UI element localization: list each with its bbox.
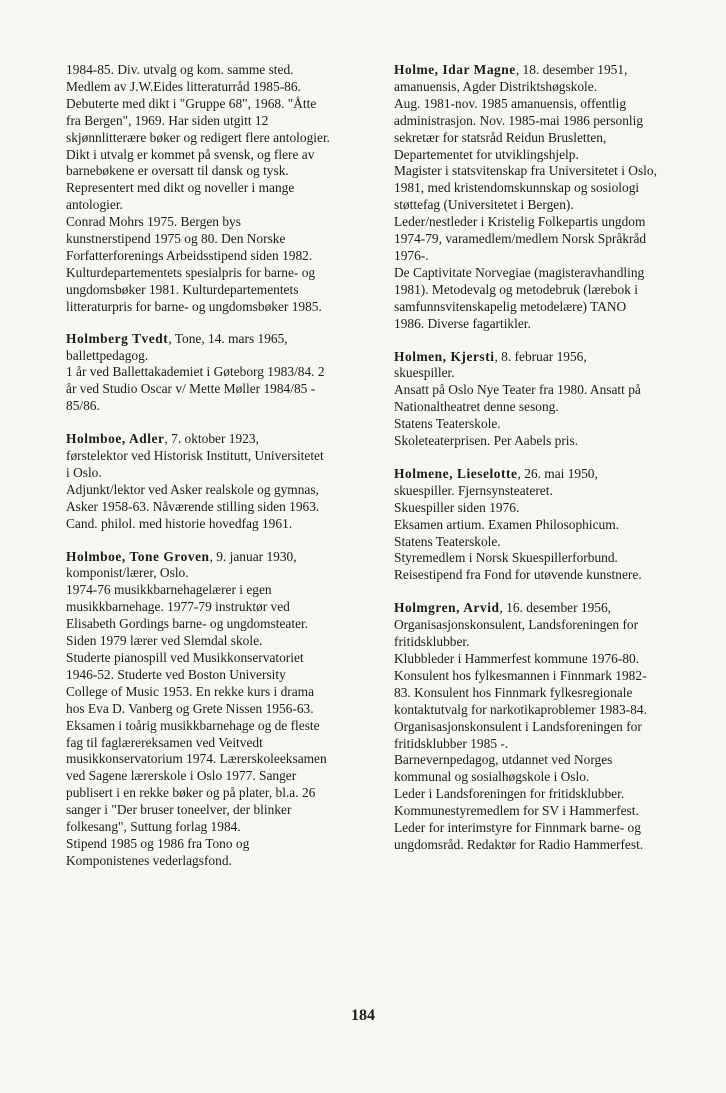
entry-text-line: College of Music 1953. En rekke kurs i drama	[66, 683, 315, 699]
entry-name: Holmberg Tvedt	[66, 330, 169, 346]
entry-heading-rest: , 7. oktober 1923,	[164, 431, 259, 447]
entry-text-line: sanger i "Der bruser toneelver, der blinker	[66, 802, 292, 818]
entry-text-line: 1976-.	[394, 247, 429, 263]
entry-text-line: Aug. 1981-nov. 1985 amanuensis, offentlig	[394, 95, 627, 111]
entry-text-line: musikkonservatorium 1974. Lærerskoleeksamen	[66, 751, 327, 767]
entry-text-line: folkesang", Suttung forlag 1984.	[66, 819, 241, 835]
entry-heading-rest: , 26. mai 1950,	[517, 465, 598, 481]
entry-text-line: Statens Teaterskole.	[394, 533, 501, 549]
entry-text-line: Cand. philol. med historie hovedfag 1961.	[66, 515, 293, 531]
entry-text-line: fra Bergen", 1969. Har siden utgitt 12	[66, 112, 269, 128]
entry-text-line: fag til faglærereksamen ved Veitvedt	[66, 734, 263, 750]
entry-text-line: Leder/nestleder i Kristelig Folkepartis ungdom	[394, 214, 646, 230]
entry-text-line: 1986. Diverse fagartikler.	[394, 315, 531, 331]
entry-heading-line	[394, 62, 684, 79]
entry-text-line: Leder i Landsforeningen for fritidsklubber.	[394, 786, 625, 802]
entry-text-line: førstelektor ved Historisk Institutt, Universitetet	[66, 448, 324, 464]
entry-text-line: Skuespiller siden 1976.	[394, 499, 520, 515]
entry-text-line: Forfatterforenings Arbeidsstipend siden 1982.	[66, 247, 313, 263]
entry-text-line: samfunnsvitenskapelig metodelære) TANO	[394, 298, 627, 314]
entry-text-line: Eksamen i toårig musikkbarnehage og de fleste	[66, 717, 320, 733]
entry-heading-rest: , 16. desember 1956,	[499, 600, 612, 616]
entry-holme-idar-magne	[394, 62, 684, 333]
entry-holmgren-arvid	[394, 600, 684, 854]
entry-name: Holmboe, Tone Groven	[66, 548, 210, 564]
entry-holmboe-adler	[66, 431, 362, 532]
entry-text-line: 85/86.	[66, 398, 100, 414]
entry-text-line: Asker 1958-63. Nåværende stilling siden 1963.	[66, 498, 320, 514]
entry-text-line: Statens Teaterskole.	[394, 416, 501, 432]
entry-text-line: kommunal og sosialhøgskole i Oslo.	[394, 769, 590, 785]
entry-name: Holmgren, Arvid	[394, 600, 500, 616]
entry-text-line: Studerte pianospill ved Musikkonservatoriet	[66, 650, 304, 665]
entry-text-line: år ved Studio Oscar v/ Mette Møller 1984/85 -	[66, 381, 316, 397]
entry-text-line: Debuterte med dikt i "Gruppe 68", 1968. "Åtte	[66, 95, 317, 111]
entry-text-line: Departementet for utviklingshjelp.	[394, 146, 579, 162]
entry-text-line: ungdomsråd. Redaktør for Radio Hammerfest.	[394, 836, 644, 852]
entry-holmboe-tone-groven	[66, 549, 362, 870]
right-column	[394, 62, 684, 870]
entry-text-line: i Oslo.	[66, 464, 102, 480]
entry-holmberg-tvedt	[66, 331, 362, 416]
entry-text-line: Nationaltheatret denne sesong.	[394, 399, 559, 415]
entry-holmene-lieselotte	[394, 466, 684, 584]
entry-text-line: Organisasjonskonsulent i Landsforeningen for	[394, 718, 642, 734]
entry-text-line: ballettpedagog.	[66, 347, 149, 363]
entry-text-line: 83. Konsulent hos Finnmark fylkesregionale	[394, 684, 633, 700]
entry-text-line: fritidsklubber 1985 -.	[394, 735, 509, 751]
entry-text-line: Medlem av J.W.Eides litteraturråd 1985-86.	[66, 78, 301, 94]
entry-heading-rest: , Tone, 14. mars 1965,	[168, 330, 288, 346]
entry-text-line: Konsulent hos fylkesmannen i Finnmark 1982-	[394, 667, 647, 683]
entry-holmen-kjersti	[394, 349, 684, 450]
entry-heading-line	[394, 600, 684, 617]
entry-text-line: antologier.	[66, 197, 123, 213]
entry-text-line: 1981). Metodevalg og metodebruk (lærebok i	[394, 281, 638, 297]
entry-text-line: Stipend 1985 og 1986 fra Tono og	[66, 835, 250, 851]
entry-text-line: Kulturdepartementets spesialpris for barne- og	[66, 264, 316, 280]
entry-name: Holmen, Kjersti	[394, 348, 495, 364]
entry-text-line: Organisasjonskonsulent, Landsforeningen for	[394, 617, 639, 633]
entry-text-line: administrasjon. Nov. 1985-mai 1986 personlig	[394, 112, 644, 128]
entry-text-line: publisert i en rekke bøker og på plater, bl.a. 26	[66, 785, 316, 801]
entry-text-line: Skoleteaterprisen. Per Aabels pris.	[394, 433, 579, 449]
entry-name: Holmene, Lieselotte	[394, 465, 518, 481]
entry-text-line: 1974-79, varamedlem/medlem Norsk Språkråd	[394, 231, 647, 247]
entry-text-line: hos Eva D. Vanberg og Grete Nissen 1956-63.	[66, 700, 314, 716]
left-column	[66, 62, 362, 886]
entry-heading-rest: , 18. desember 1951,	[515, 62, 628, 77]
entry-text-line: kontaktutvalg for narkotikaproblemer 1983-84.	[394, 701, 647, 717]
entry-text-line: Elisabeth Gordings barne- og ungdomsteater.	[66, 616, 309, 632]
entry-text-line: Klubbleder i Hammerfest kommune 1976-80.	[394, 651, 640, 666]
entry-text-line: Reisestipend fra Fond for utøvende kunstnere.	[394, 567, 642, 583]
entry-text-line: Kommunestyremedlem for SV i Hammerfest.	[394, 803, 639, 819]
entry-text-line: Dikt i utvalg er kommet på svensk, og flere av	[66, 146, 315, 162]
entry-text-line: amanuensis, Agder Distriktshøgskole.	[394, 78, 598, 94]
entry-name: Holme, Idar Magne	[394, 62, 516, 77]
entry-continued-text	[66, 62, 362, 316]
page-number: 184	[351, 1007, 375, 1024]
entry-text-line: støttefag (Universitetet i Bergen).	[394, 197, 574, 213]
entry-text-line: 1974-76 musikkbarnehagelærer i egen	[66, 582, 272, 598]
entry-text-line: sekretær for statsråd Reidun Brusletten,	[394, 129, 607, 145]
entry-text-line: ungdomsbøker 1981. Kulturdepartementets	[66, 281, 299, 297]
entry-text-line: Adjunkt/lektor ved Asker realskole og gymnas,	[66, 481, 319, 497]
entry-heading-rest: , 8. februar 1956,	[494, 348, 587, 364]
entry-text-line: 1984-85. Div. utvalg og kom. samme sted.	[66, 62, 294, 77]
entry-text-line: Komponistenes vederlagsfond.	[66, 852, 232, 868]
entry-heading-line	[394, 466, 684, 483]
entry-text-line: ved Sagene lærerskole i Oslo 1977. Sanger	[66, 768, 297, 784]
entry-text-line: Styremedlem i Norsk Skuespillerforbund.	[394, 550, 618, 566]
entry-text-line: Leder for interimstyre for Finnmark barne- og	[394, 820, 641, 836]
entry-text-line: 1946-52. Studerte ved Boston University	[66, 666, 286, 682]
entry-text-line: litteraturpris for barne- og ungdomsbøker 1985.	[66, 298, 322, 314]
entry-text-line: 1 år ved Ballettakademiet i Gøteborg 1983/84. 2	[66, 364, 325, 380]
entry-text-line: Eksamen artium. Examen Philosophicum.	[394, 516, 619, 532]
entry-text-line: De Captivitate Norvegiae (magisteravhandling	[394, 264, 645, 280]
entry-heading-line	[66, 549, 362, 566]
entry-text-line: kunstnerstipend 1975 og 80. Den Norske	[66, 231, 286, 247]
entry-name: Holmboe, Adler	[66, 431, 165, 447]
entry-heading-rest: , 9. januar 1930,	[209, 548, 297, 564]
entry-text-line: Barnevernpedagog, utdannet ved Norges	[394, 752, 613, 768]
entry-text-line: skuespiller. Fjernsynsteateret.	[394, 482, 553, 498]
entry-text-line: Magister i statsvitenskap fra Universitetet i Oslo,	[394, 163, 657, 179]
entry-text-line: barnebøkene er oversatt til dansk og tysk.	[66, 163, 289, 179]
entry-text-line: Ansatt på Oslo Nye Teater fra 1980. Ansatt på	[394, 382, 641, 398]
entry-text-line: komponist/lærer, Oslo.	[66, 565, 189, 581]
entry-text-line: skjønnlitterære bøker og redigert flere antologier.	[66, 129, 331, 145]
entry-text-line: musikkbarnehage. 1977-79 instruktør ved	[66, 599, 290, 615]
entry-text-line: skuespiller.	[394, 365, 455, 381]
entry-text-line: Representert med dikt og noveller i mange	[66, 180, 295, 196]
entry-heading-line	[66, 431, 362, 448]
entry-text-line: 1981, med kristendomskunnskap og sosiologi	[394, 180, 640, 196]
entry-heading-line	[394, 349, 684, 366]
entry-text-line: Siden 1979 lærer ved Slemdal skole.	[66, 633, 263, 649]
entry-text-line: Conrad Mohrs 1975. Bergen bys	[66, 214, 241, 230]
entry-text-line: fritidsklubber.	[394, 634, 470, 650]
entry-heading-line	[66, 331, 362, 348]
